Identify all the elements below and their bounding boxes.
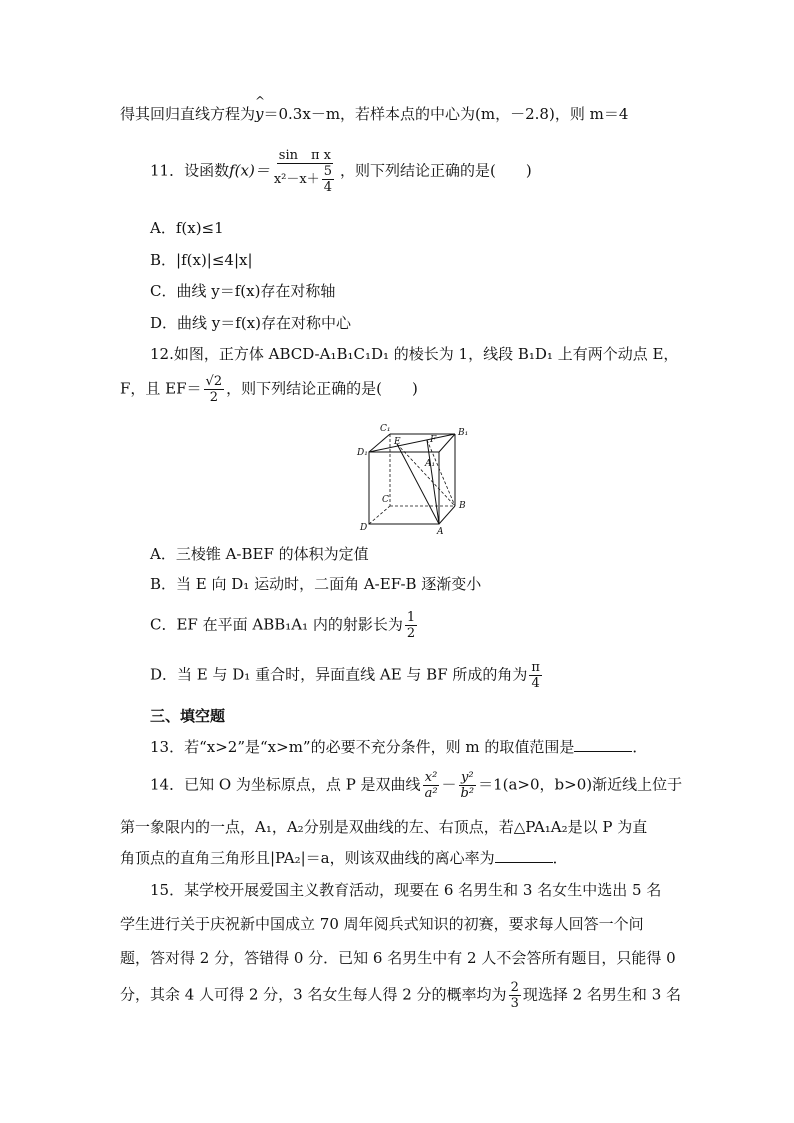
hidden-edge-d-c [369, 506, 390, 524]
q12-optc-num: 1 [406, 610, 416, 625]
cube-figure [355, 420, 475, 535]
q11-den-fraction [322, 164, 334, 195]
label-c: C [382, 495, 389, 505]
q15-text-a: 分，其余 4 人可得 2 分，3 名女生每人得 2 分的概率均为 [120, 985, 507, 1004]
q13-answer-blank[interactable] [574, 737, 632, 752]
prev-answer-line [120, 104, 628, 124]
q14-a2: a² [424, 786, 438, 801]
q13-stem [150, 737, 647, 757]
label-f: F [430, 435, 437, 445]
q11-frac-denominator [272, 164, 338, 195]
q14-x-fraction [423, 770, 440, 801]
line-a-e [397, 444, 439, 524]
label-c1: C₁ [380, 424, 391, 434]
q14-stem-line3 [120, 848, 568, 868]
hidden-line-e-b [397, 444, 455, 506]
q14-answer-blank[interactable] [495, 848, 553, 863]
q12-ef-fraction [204, 374, 225, 405]
label-d1: D₁ [357, 448, 368, 458]
q14-x2: x² [424, 770, 438, 785]
q14-text-c: 角顶点的直角三角形且|PA₂|＝a，则该双曲线的离心率为 [120, 849, 495, 867]
label-b1: B₁ [458, 428, 469, 438]
q15-fraction [509, 980, 521, 1011]
q12-stem-line2 [120, 374, 418, 405]
q11-den-den: 4 [323, 180, 332, 195]
q11-den-num: 5 [323, 164, 332, 179]
q11-stem [150, 148, 532, 195]
q15-text-b: 现选择 2 名男生和 3 名 [522, 985, 682, 1004]
q15-line2: 学生进行关于庆祝新中国成立 70 周年阅兵式知识的初赛，要求每人回答一个问 [120, 915, 644, 933]
y-hat: ^ y [255, 104, 263, 124]
q11-fx: f(x)＝ [229, 161, 270, 180]
q12-ef-den: 2 [209, 390, 218, 405]
q14-stem-line1: 14．已知 O 为坐标原点，点 P 是双曲线 $\frac{\text{x²}}{\text{a²}}$ － $\frac{\text{y²}}{\text{b²}}$ ＝1(a>0，b>0)渐近线上位于 [150, 770, 683, 801]
q12-option-d [150, 660, 544, 691]
q12-stem-line1: 12.如图，正方体 ABCD-A₁B₁C₁D₁ 的棱长为 1，线段 B₁D₁ 上有两个动点 E， [150, 345, 679, 363]
q15-line3: 题，答对得 2 分，答错得 0 分．已知 6 名男生中有 2 人不会答所有题目，只能得 0 [120, 949, 676, 967]
label-d: D [360, 523, 368, 533]
prev-text: 得其回归直线方程为 [120, 105, 256, 123]
q14-y2: y² [461, 770, 474, 785]
q12-optc-den: 2 [406, 626, 416, 641]
q12-option-b: B．当 E 向 D₁ 运动时，二面角 A-EF-B 逐渐变小 [150, 575, 482, 593]
q11-fraction [272, 148, 338, 195]
q12-optd-den: 4 [531, 676, 540, 691]
q11-tail: ，则下列结论正确的是( ) [339, 161, 532, 180]
q12-optd-fraction [529, 660, 542, 691]
q11-option-a: A．f(x)≤1 [150, 219, 224, 237]
q14-period: ． [552, 849, 568, 867]
q14-text-b: ＝1(a>0，b>0)渐近线上位于 [478, 775, 683, 794]
q14-stem-line2: 第一象限内的一点，A₁，A₂分别是双曲线的左、右顶点，若△PA₁A₂是以 P 为直 [120, 818, 648, 836]
q13-period: ． [632, 738, 648, 756]
q12-optd-num: π [531, 660, 540, 675]
q14-y-fraction [459, 770, 477, 801]
q11-option-b: B．|f(x)|≤4|x| [150, 251, 253, 269]
q12-optc-text: C．EF 在平面 ABB₁A₁ 内的射影长为 [150, 615, 403, 634]
section-heading-fill-in: 三、填空题 [150, 707, 226, 725]
q11-option-d: D．曲线 y＝f(x)存在对称中心 [150, 314, 351, 332]
q15-den: 3 [510, 996, 519, 1011]
q12-optc-fraction [405, 610, 417, 641]
q14-b2: b² [460, 786, 475, 801]
q15-line1: 15．某学校开展爱国主义教育活动，现要在 6 名男生和 3 名女生中选出 5 名 [150, 881, 662, 899]
q12-ef-label: F，且 EF＝ [120, 379, 202, 398]
q11-den-poly: x²－x＋ [273, 172, 320, 187]
prev-equation: ＝0.3x－m，若样本点的中心为(m，－2.8)，则 m＝4 [263, 105, 629, 123]
q12-ef-num: √2 [205, 374, 223, 389]
q11-frac-numerator: sin π x [278, 148, 331, 163]
q12-optd-text: D．当 E 与 D₁ 重合时，异面直线 AE 与 BF 所成的角为 [150, 665, 528, 684]
q11-option-c: C．曲线 y＝f(x)存在对称轴 [150, 282, 336, 300]
q12-option-c [150, 610, 419, 641]
label-b: B [459, 501, 466, 511]
q12-option-a: A．三棱锥 A-BEF 的体积为定值 [150, 545, 369, 563]
q12-stem-tail: ，则下列结论正确的是( ) [226, 379, 418, 398]
q15-line4 [120, 980, 681, 1011]
diagonal-d1-b1 [369, 434, 455, 452]
q14-text: 14．已知 O 为坐标原点，点 P 是双曲线 [150, 775, 421, 794]
q11-number: 11．设函数 [150, 161, 230, 180]
label-a: A [437, 527, 444, 535]
q13-text: 13．若“x>2”是“x>m”的必要不充分条件，则 m 的取值范围是 [150, 738, 575, 756]
label-a1: A₁ [425, 459, 436, 469]
label-e: E [394, 437, 401, 447]
q15-num: 2 [510, 980, 519, 995]
edge-a-b [439, 506, 455, 524]
